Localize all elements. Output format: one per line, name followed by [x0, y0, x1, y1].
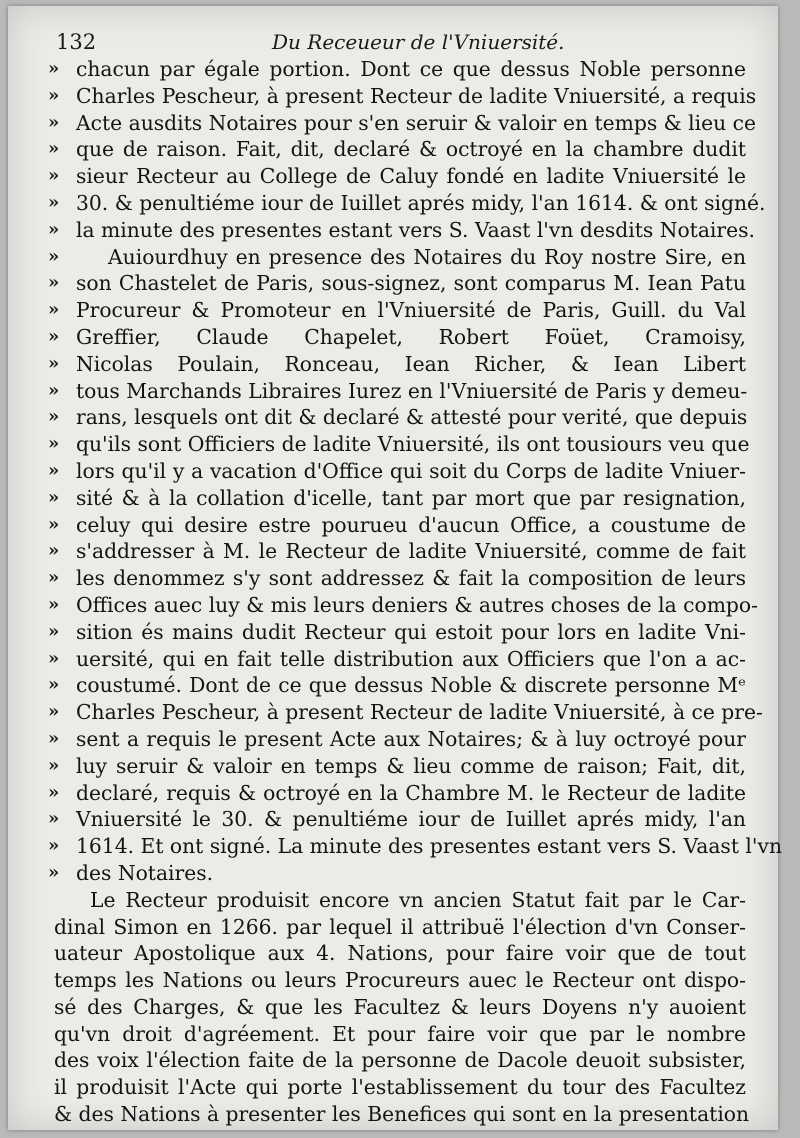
text-line	[48, 940, 746, 967]
text-line	[48, 538, 746, 565]
line-text: son Chastelet de Paris, sous-signez, sont comparus M. Iean Patu	[76, 271, 746, 296]
line-text: sé des Charges, & que les Facultez & leurs Doyens n'y auoient	[54, 994, 746, 1019]
quotation-mark: »	[48, 406, 60, 428]
line-text: tous Marchands Libraires Iurez en l'Vniuersité de Paris y demeu-	[76, 378, 748, 403]
line-text: sieur Recteur au College de Caluy fondé en ladite Vniuersité le	[76, 164, 746, 189]
quotation-mark: »	[48, 513, 60, 535]
text-line	[48, 163, 746, 190]
text-line	[48, 404, 746, 431]
line-text: Charles Pescheur, à present Recteur de ladite Vniuersité, à ce pre-	[76, 700, 763, 725]
text-line	[48, 646, 746, 673]
text-line	[48, 110, 757, 137]
line-text: Procureur & Promoteur en l'Vniuersité de Paris, Guill. du Val	[76, 298, 746, 323]
text-line	[48, 860, 746, 887]
quotation-mark: »	[48, 272, 60, 294]
line-text: Offices auec luy & mis leurs deniers & autres choses de la compo-	[76, 592, 758, 617]
text-line	[48, 458, 746, 485]
quotation-mark: »	[48, 325, 60, 347]
line-text: uersité, qui en fait telle distribution aux Officiers que l'on a ac-	[76, 646, 746, 671]
quotation-mark: »	[48, 861, 60, 883]
line-text: sent a requis le present Acte aux Notaires; & à luy octroyé pour	[76, 726, 746, 751]
line-text: sition és mains dudit Recteur qui estoit pour lors en ladite Vni-	[76, 619, 746, 644]
line-text: temps les Nations ou leurs Procureurs auec le Recteur ont dispo-	[54, 968, 746, 993]
text-line	[48, 619, 746, 646]
line-text: declaré, requis & octroyé en la Chambre M. le Recteur de ladite	[76, 780, 746, 805]
line-text: uateur Apostolique aux 4. Nations, pour faire voir que de tout	[54, 941, 746, 966]
line-text: celuy qui desire estre pourueu d'aucun Office, a coustume de	[76, 512, 746, 537]
line-text: Acte ausdits Notaires pour s'en seruir & valoir en temps & lieu ce	[76, 110, 757, 135]
quotation-mark: »	[48, 727, 60, 749]
text-line	[48, 297, 746, 324]
line-text: des Notaires.	[76, 860, 214, 885]
quotation-mark: »	[48, 245, 60, 267]
text-line	[48, 351, 746, 378]
quotation-mark: »	[48, 58, 60, 79]
line-text: que de raison. Fait, dit, declaré & octroyé en la chambre dudit	[76, 137, 746, 162]
page-number: 132	[56, 30, 97, 54]
quotation-mark: »	[48, 433, 60, 455]
quotation-mark: »	[48, 567, 60, 589]
line-text: la minute des presentes estant vers S. Vaast l'vn desdits Notaires.	[76, 217, 755, 242]
text-line	[48, 217, 755, 244]
body-text	[48, 56, 783, 1128]
text-line	[48, 190, 766, 217]
line-text: il produisit l'Acte qui porte l'establissement du tour des Facultez	[54, 1075, 746, 1100]
quotation-mark: »	[48, 781, 60, 803]
text-line	[48, 324, 746, 351]
text-line	[48, 833, 783, 860]
text-line	[48, 83, 757, 110]
quotation-mark: »	[48, 620, 60, 642]
quotation-mark: »	[48, 459, 60, 481]
text-line	[48, 1074, 746, 1101]
line-text: des voix l'élection faite de la personne de Dacole deuoit subsister,	[54, 1048, 746, 1073]
line-text: s'addresser à M. le Recteur de ladite Vniuersité, comme de fait	[76, 539, 746, 564]
quotation-mark: »	[48, 674, 60, 696]
line-text: lors qu'il y a vacation d'Office qui soit du Corps de ladite Vniuer-	[76, 458, 746, 483]
line-text: 1614. Et ont signé. La minute des presentes estant vers S. Vaast l'vn	[76, 834, 783, 859]
quotation-mark: »	[48, 593, 60, 615]
text-line	[48, 244, 746, 271]
quotation-mark: »	[48, 218, 60, 240]
text-line	[48, 914, 746, 941]
quotation-mark: »	[48, 754, 60, 776]
text-line	[48, 485, 746, 512]
text-line	[48, 699, 763, 726]
quotation-mark: »	[48, 486, 60, 508]
quotation-mark: »	[48, 647, 60, 669]
quotation-mark: »	[48, 165, 60, 187]
line-text: qu'vn droit d'agréement. Et pour faire voir que par le nombre	[54, 1021, 746, 1046]
text-line	[48, 726, 746, 753]
text-line	[48, 1021, 746, 1048]
quotation-mark: »	[48, 701, 60, 723]
text-line	[48, 806, 746, 833]
line-text: coustumé. Dont de ce que dessus Noble & discrete personne Mᵉ	[76, 673, 746, 698]
quotation-mark: »	[48, 138, 60, 160]
text-line	[48, 270, 746, 297]
quotation-mark: »	[48, 352, 60, 374]
line-text: Greffier, Claude Chapelet, Robert Foüet, Cramoisy,	[76, 324, 746, 349]
line-text: rans, lesquels ont dit & declaré & attesté pour verité, que depuis	[76, 405, 748, 430]
text-line	[48, 1047, 746, 1074]
line-text: & des Nations à presenter les Benefices qui sont en la presentation	[54, 1102, 750, 1127]
page-header	[52, 24, 742, 56]
line-text: qu'ils sont Officiers de ladite Vniuersité, ils ont tousiours veu que	[76, 432, 750, 457]
text-line	[48, 56, 746, 83]
quotation-mark: »	[48, 835, 60, 857]
running-head: Du Receueur de l'Vniuersité.	[272, 30, 565, 54]
line-text: dinal Simon en 1266. par lequel il attribuë l'élection d'vn Conser-	[54, 914, 746, 939]
quotation-mark: »	[48, 84, 60, 106]
line-text: Nicolas Poulain, Ronceau, Iean Richer, & Iean Libert	[76, 351, 746, 376]
text-line	[48, 512, 746, 539]
line-text: Auiourdhuy en presence des Notaires du Roy nostre Sire, en	[108, 244, 746, 269]
book-page	[8, 6, 783, 1130]
text-line	[48, 887, 746, 914]
text-line	[48, 672, 746, 699]
line-text: sité & à la collation d'icelle, tant par mort que par resignation,	[76, 485, 746, 510]
text-line	[48, 592, 758, 619]
text-line	[48, 753, 746, 780]
text-line	[48, 1101, 750, 1128]
text-line	[48, 994, 746, 1021]
line-text: Charles Pescheur, à present Recteur de ladite Vniuersité, a requis	[76, 83, 757, 108]
quotation-mark: »	[48, 299, 60, 321]
text-line	[48, 431, 750, 458]
quotation-mark: »	[48, 111, 60, 133]
line-text: chacun par égale portion. Dont ce que dessus Noble personne	[76, 57, 746, 81]
line-text: luy seruir & valoir en temps & lieu comme de raison; Fait, dit,	[76, 753, 746, 778]
text-line	[48, 967, 746, 994]
quotation-mark: »	[48, 379, 60, 401]
quotation-mark: »	[48, 540, 60, 562]
line-text: 30. & penultiéme iour de Iuillet aprés midy, l'an 1614. & ont signé.	[76, 190, 766, 215]
line-text: Vniuersité le 30. & penultiéme iour de Iuillet aprés midy, l'an	[76, 807, 746, 832]
text-line	[48, 378, 746, 405]
text-line	[48, 565, 746, 592]
text-line	[48, 136, 746, 163]
line-text: les denommez s'y sont addressez & fait la composition de leurs	[76, 566, 746, 591]
text-line	[48, 780, 746, 807]
quotation-mark: »	[48, 191, 60, 213]
quotation-mark: »	[48, 808, 60, 830]
line-text: Le Recteur produisit encore vn ancien Statut fait par le Car-	[90, 887, 746, 912]
